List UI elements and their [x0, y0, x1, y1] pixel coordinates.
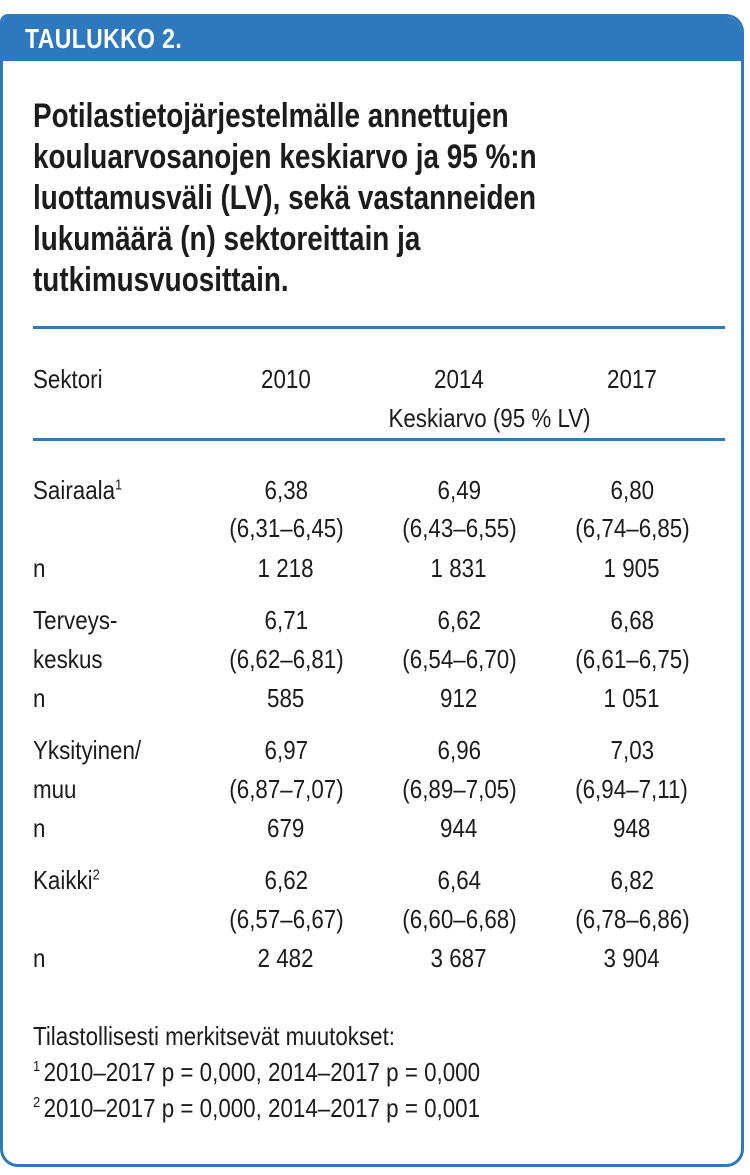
n-label: n — [33, 683, 46, 713]
sector-label: Yksityinen/ — [33, 735, 142, 765]
footnote-marker: 2 — [33, 1094, 41, 1112]
table-label: TAULUKKO 2. — [25, 23, 183, 54]
footnote-marker: 2 — [92, 866, 100, 884]
footnote-marker: 1 — [33, 1058, 41, 1076]
respondent-count: 1 905 — [604, 553, 660, 583]
column-header-year: 2017 — [607, 364, 657, 394]
respondent-count: 585 — [267, 683, 305, 713]
footnote-item: $^2$ 2010–2017 p = 0,000, 2014–2017 p = 0,001 — [33, 1093, 481, 1123]
confidence-interval: (6,54–6,70) — [401, 644, 517, 674]
mean-value: 6,82 — [610, 865, 654, 895]
sector-label-continued: muu — [33, 774, 77, 804]
title-line: lukumäärä (n) sektoreittain ja — [33, 220, 421, 258]
mean-value: 6,71 — [264, 605, 308, 635]
respondent-count: 944 — [440, 813, 478, 843]
column-subheader: Keskiarvo (95 % LV) — [388, 403, 592, 433]
respondent-count: 3 687 — [431, 943, 487, 973]
title-line: Potilastietojärjestelmälle annettujen — [33, 97, 509, 135]
sector-label: Sairaala$^1$ — [33, 475, 123, 505]
confidence-interval: (6,43–6,55) — [401, 513, 517, 543]
mean-value: 6,96 — [437, 735, 481, 765]
confidence-interval: (6,62–6,81) — [228, 644, 344, 674]
confidence-interval: (6,87–7,07) — [228, 774, 344, 804]
respondent-count: 2 482 — [258, 943, 314, 973]
confidence-interval: (6,94–7,11) — [575, 774, 689, 804]
respondent-count: 1 051 — [604, 683, 660, 713]
column-header-sector: Sektori — [33, 364, 103, 394]
n-label: n — [33, 553, 46, 583]
mean-value: 7,03 — [610, 735, 654, 765]
mean-value: 6,62 — [264, 865, 308, 895]
confidence-interval: (6,31–6,45) — [228, 513, 344, 543]
confidence-interval: (6,61–6,75) — [574, 644, 690, 674]
respondent-count: 3 904 — [604, 943, 660, 973]
mean-value: 6,38 — [264, 475, 308, 505]
confidence-interval: (6,57–6,67) — [228, 904, 344, 934]
footnote-marker: 1 — [115, 476, 123, 494]
table-title — [33, 96, 689, 301]
mean-value: 6,64 — [437, 865, 481, 895]
title-line: kouluarvosanojen keskiarvo ja 95 %:n — [33, 138, 537, 176]
sector-label: Kaikki$^2$ — [33, 865, 100, 895]
title-line: luottamusväli (LV), sekä vastanneiden — [33, 179, 537, 217]
confidence-interval: (6,89–7,05) — [401, 774, 517, 804]
n-label: n — [33, 943, 46, 973]
title-line: tutkimusvuosittain. — [33, 261, 289, 299]
column-header-year: 2014 — [434, 364, 484, 394]
mean-value: 6,80 — [610, 475, 654, 505]
table-label-bar — [3, 17, 741, 61]
mean-value: 6,68 — [610, 605, 654, 635]
footnote-item: $^1$ 2010–2017 p = 0,000, 2014–2017 p = 0,000 — [33, 1057, 481, 1087]
mean-value: 6,97 — [264, 735, 308, 765]
respondent-count: 1 218 — [258, 553, 314, 583]
confidence-interval: (6,60–6,68) — [401, 904, 517, 934]
respondent-count: 1 831 — [431, 553, 487, 583]
mean-value: 6,49 — [437, 475, 481, 505]
table-header-rule — [33, 438, 725, 441]
footnotes-heading: Tilastollisesti merkitsevät muutokset: — [33, 1021, 396, 1051]
respondent-count: 679 — [267, 813, 305, 843]
respondent-count: 948 — [613, 813, 651, 843]
n-label: n — [33, 813, 46, 843]
confidence-interval: (6,74–6,85) — [574, 513, 690, 543]
respondent-count: 912 — [440, 683, 478, 713]
sector-label-continued: keskus — [33, 644, 103, 674]
sector-label: Terveys- — [33, 605, 118, 635]
column-header-year: 2010 — [261, 364, 311, 394]
mean-value: 6,62 — [437, 605, 481, 635]
table-top-rule — [33, 326, 725, 329]
footnotes — [33, 1018, 553, 1126]
confidence-interval: (6,78–6,86) — [574, 904, 690, 934]
